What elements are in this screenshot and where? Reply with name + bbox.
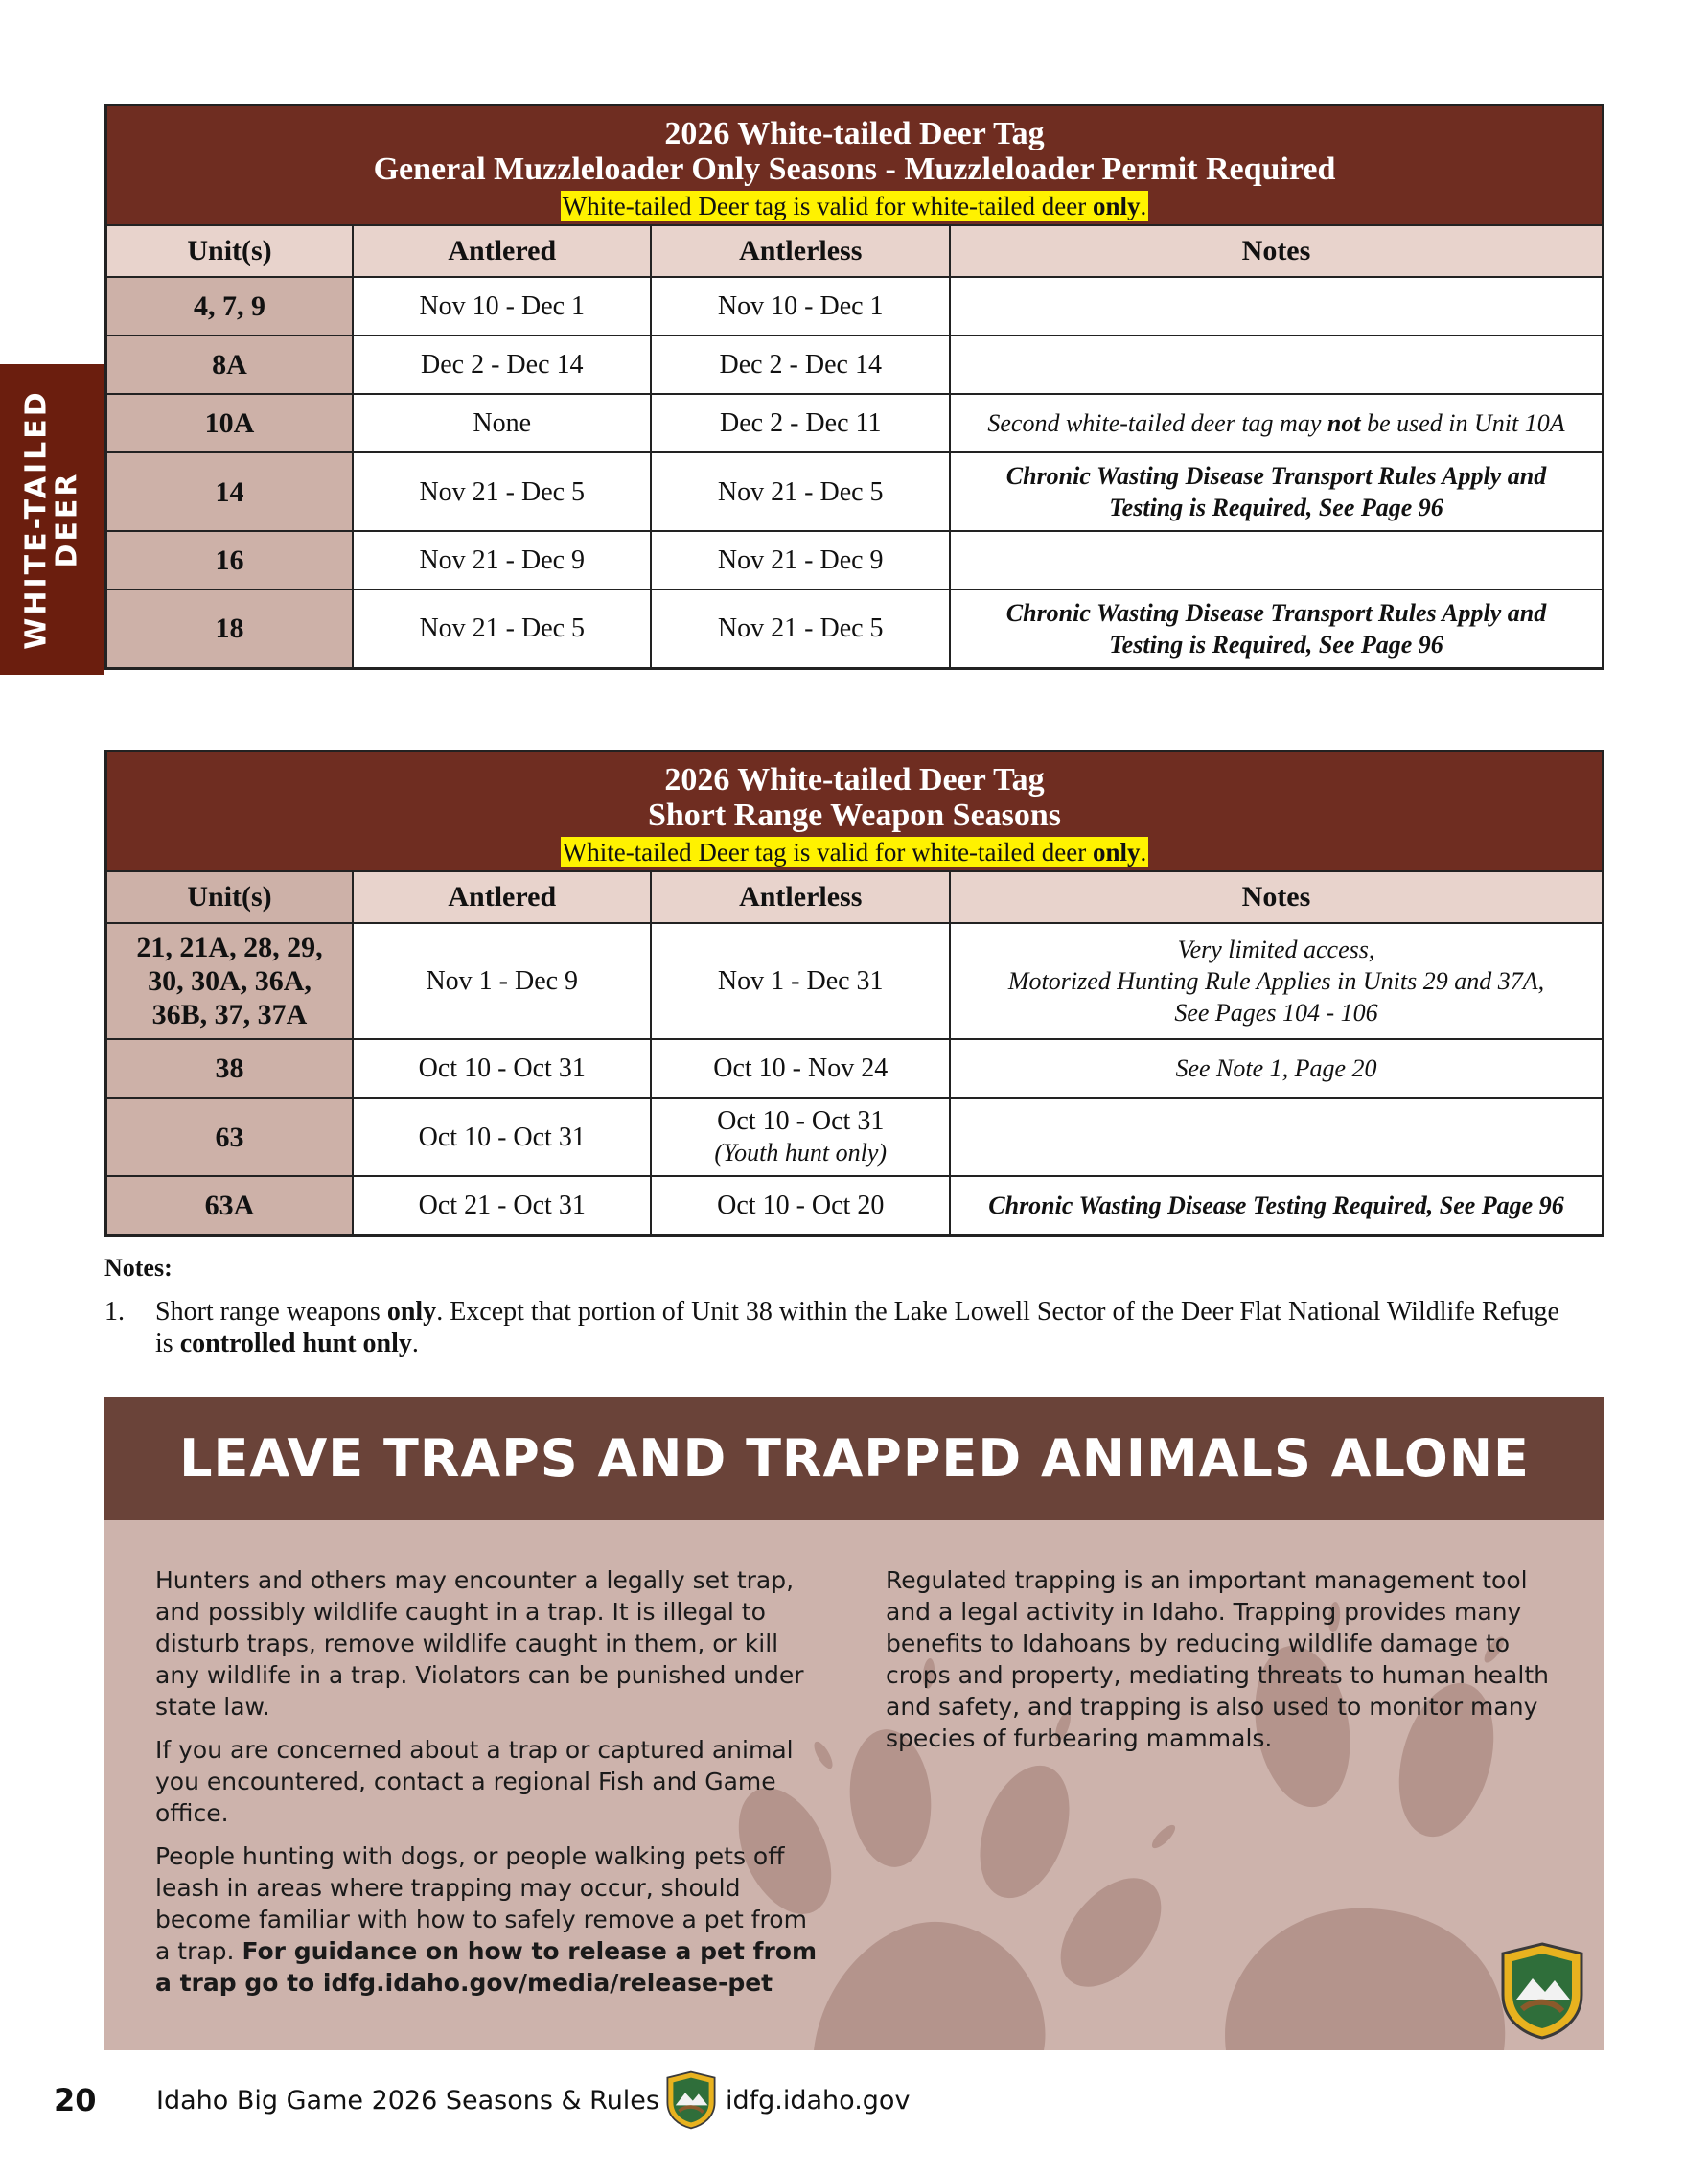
page-number: 20	[54, 2082, 97, 2118]
header-units: Unit(s)	[106, 871, 354, 923]
table-row: 18 Nov 21 - Dec 5 Nov 21 - Dec 5 Chronic Wasting Disease Transport Rules Apply and Testing is Required, See Page 96	[106, 590, 1604, 668]
footer-seal-logo	[665, 2070, 717, 2130]
footer-url[interactable]: idfg.idaho.gov	[726, 2086, 911, 2116]
section-side-tab	[0, 364, 104, 675]
table-title: 2026 White-tailed Deer Tag Short Range Weapon Seasons White-tailed Deer tag is valid for white-tailed deer only.	[106, 752, 1604, 872]
header-units: Unit(s)	[106, 225, 354, 277]
table-title: 2026 White-tailed Deer Tag General Muzzleloader Only Seasons - Muzzleloader Permit Required White-tailed Deer tag is valid for white-tailed deer only.	[106, 105, 1604, 226]
trap-paragraph: Regulated trapping is an important management tool and a legal activity in Idaho. Trapping provides many benefits to Idahoans by reducing wildlife damage to crops and property, mediating threats to human health and safety, and trapping is also used to monitor many species of furbearing mammals.	[886, 1566, 1549, 1752]
table-row: 8A Dec 2 - Dec 14 Dec 2 - Dec 14	[106, 335, 1604, 394]
table-row: 4, 7, 9 Nov 10 - Dec 1 Nov 10 - Dec 1	[106, 277, 1604, 335]
header-notes: Notes	[950, 871, 1604, 923]
trap-info-box	[104, 1520, 1604, 2050]
table-row: 14 Nov 21 - Dec 5 Nov 21 - Dec 5 Chronic Wasting Disease Transport Rules Apply and Testing is Required, See Page 96	[106, 452, 1604, 531]
trap-heading: LEAVE TRAPS AND TRAPPED ANIMALS ALONE	[104, 1397, 1604, 1520]
trap-left-column	[155, 1564, 826, 2010]
header-antlered: Antlered	[353, 225, 651, 277]
notes-heading: Notes:	[104, 1254, 173, 1282]
side-tab-line2: DEER	[50, 471, 84, 568]
trap-paragraph: Hunters and others may encounter a legally set trap, and possibly wildlife caught in a trap. It is illegal to disturb traps, remove wildlife caught in them, or kill any wildlife in a trap. Violators can be punished under state law.	[155, 1566, 804, 1721]
idfg-seal-logo	[1499, 1942, 1585, 2040]
side-tab-line1: WHITE-TAILED	[19, 389, 54, 650]
trap-right-column	[886, 1564, 1557, 1766]
table-row: 10A None Dec 2 - Dec 11 Second white-tailed deer tag may not be used in Unit 10A	[106, 394, 1604, 452]
header-antlered: Antlered	[353, 871, 651, 923]
header-notes: Notes	[950, 225, 1604, 277]
notes-item: 1. Short range weapons only. Except that portion of Unit 38 within the Lake Lowell Sector of the Deer Flat National Wildlife Refuge is controlled hunt only.	[104, 1297, 1559, 1358]
table-row: 21, 21A, 28, 29, 30, 30A, 36A, 36B, 37, 37A Nov 1 - Dec 9 Nov 1 - Dec 31 Very limited access, Motorized Hunting Rule Applies in Units 29 and 37A, See Pages 104 - 106	[106, 923, 1604, 1039]
muzzleloader-season-table	[104, 104, 1604, 670]
header-antlerless: Antlerless	[651, 225, 950, 277]
valid-notice: White-tailed Deer tag is valid for white-tailed deer only.	[562, 192, 1147, 220]
table-row: 63 Oct 10 - Oct 31 Oct 10 - Oct 31 (Youth hunt only)	[106, 1098, 1604, 1176]
table-row: 16 Nov 21 - Dec 9 Nov 21 - Dec 9	[106, 531, 1604, 590]
trap-paragraph: People hunting with dogs, or people walking pets off leash in areas where trapping may occur, should become familiar with how to safely remove a pet from a trap. For guidance on how to release a pet from a trap go to idfg.idaho.gov/media/release-pet	[155, 1842, 818, 1997]
table-row: 38 Oct 10 - Oct 31 Oct 10 - Nov 24 See Note 1, Page 20	[106, 1039, 1604, 1098]
table-row: 63A Oct 21 - Oct 31 Oct 10 - Oct 20 Chronic Wasting Disease Testing Required, See Page 96	[106, 1176, 1604, 1235]
footer-title: Idaho Big Game 2026 Seasons & Rules	[156, 2086, 659, 2116]
trap-paragraph: If you are concerned about a trap or captured animal you encountered, contact a regional Fish and Game office.	[155, 1736, 794, 1827]
header-antlerless: Antlerless	[651, 871, 950, 923]
valid-notice: White-tailed Deer tag is valid for white-tailed deer only.	[562, 838, 1147, 867]
short-range-season-table	[104, 750, 1604, 1237]
